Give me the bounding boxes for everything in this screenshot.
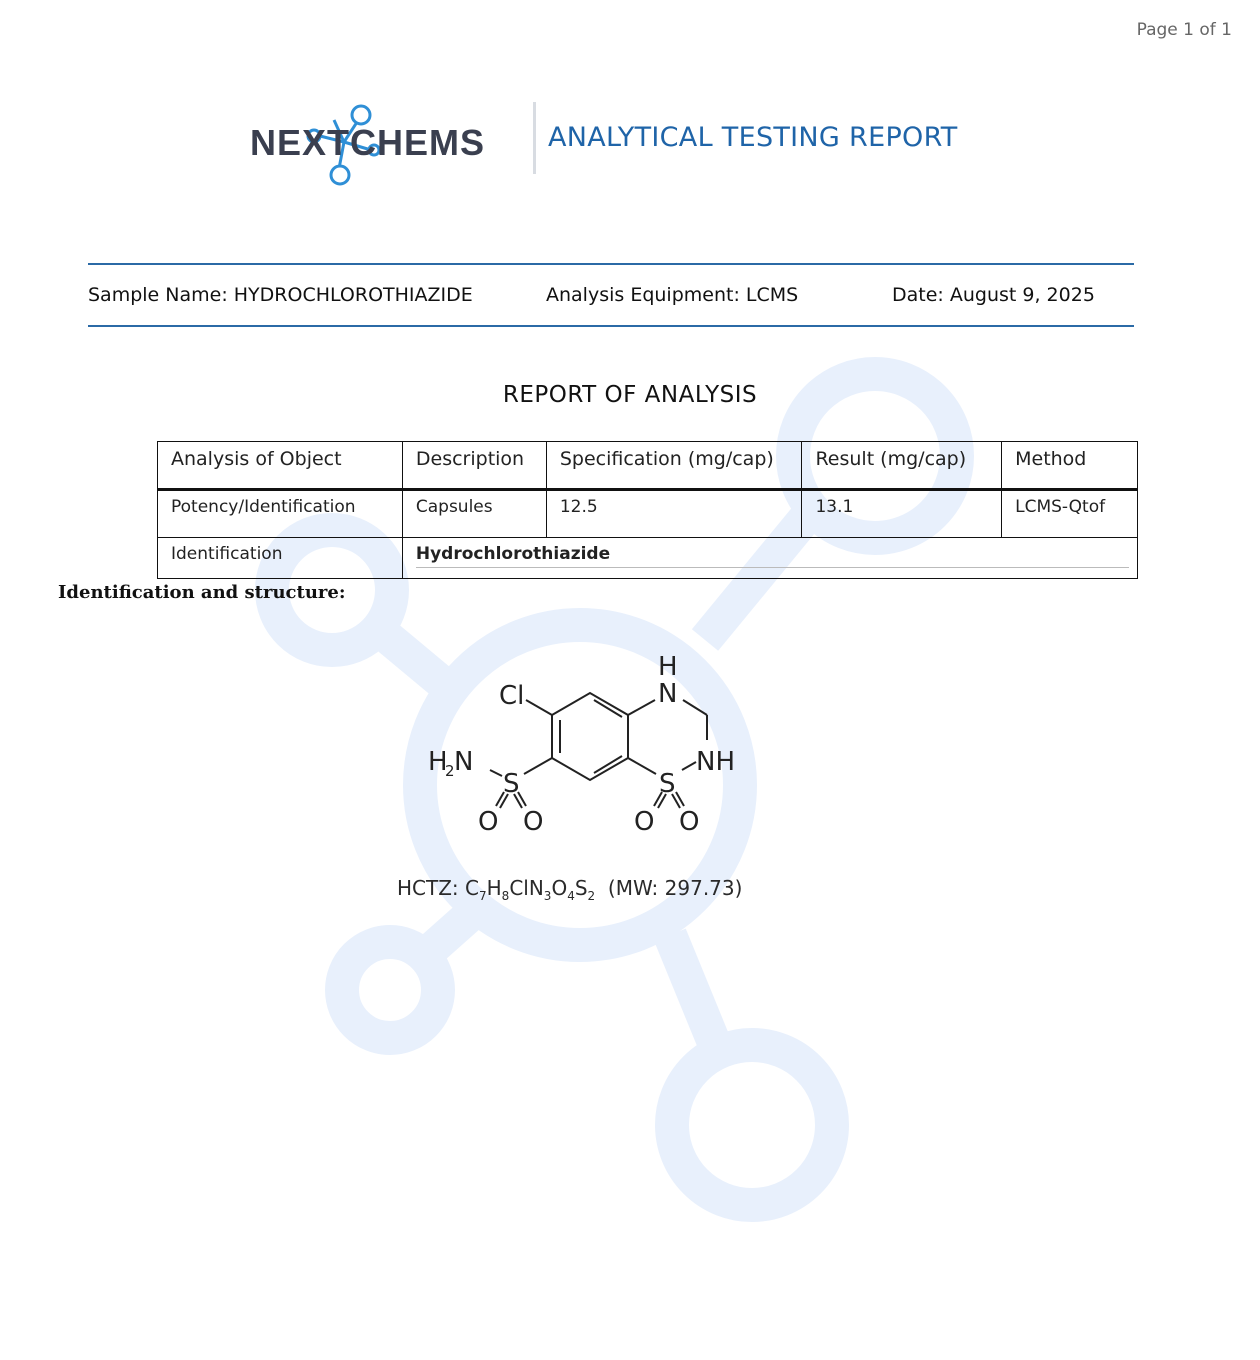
molecular-formula: HCTZ: $C_7H_8ClN_3O_4S_2$ (MW: 297.73): [397, 876, 743, 903]
table-row: [158, 490, 1138, 538]
atom-label: S: [659, 769, 676, 799]
atom-label: O: [679, 807, 700, 837]
table-cell: [402, 538, 1137, 579]
analysis-equipment: Analysis Equipment: LCMS: [546, 284, 799, 306]
structure-heading: Identification and structure:: [58, 582, 346, 603]
atom-label: O: [634, 807, 655, 837]
nextchems-logo: [248, 100, 538, 190]
identification-value: Hydrochlorothiazide: [416, 544, 1129, 568]
table-header: Specification (mg/cap): [546, 442, 802, 490]
atom-label: Cl: [499, 681, 525, 711]
atom-label: N: [454, 747, 474, 777]
atom-label: S: [503, 769, 520, 799]
table-row: [158, 538, 1138, 579]
report-date: Date: August 9, 2025: [892, 284, 1095, 306]
table-header: Description: [402, 442, 546, 490]
atom-label: O: [523, 807, 544, 837]
analysis-table: [157, 441, 1138, 579]
section-title: REPORT OF ANALYSIS: [502, 382, 758, 408]
atom-label: NH: [696, 747, 735, 777]
table-cell: 13.1: [802, 490, 1002, 538]
atom-label: H: [428, 747, 448, 777]
table-cell: Potency/Identification: [158, 490, 403, 538]
table-cell: Capsules: [402, 490, 546, 538]
atom-subscript: 2: [445, 762, 455, 780]
logo-wordmark: NEXTCHEMS: [250, 122, 486, 163]
atom-label: H: [658, 652, 678, 682]
molecular-weight: (MW: 297.73): [607, 876, 743, 900]
page-number: Page 1 of 1: [1136, 20, 1232, 40]
top-rule: [88, 263, 1134, 265]
sample-name: Sample Name: HYDROCHLOROTHIAZIDE: [88, 284, 473, 306]
logo-divider: [533, 102, 536, 174]
atom-label: N: [658, 679, 678, 709]
chemical-structure-diagram: [400, 640, 780, 850]
table-header: Result (mg/cap): [802, 442, 1002, 490]
formula-prefix: HCTZ: C: [397, 876, 479, 900]
report-title: ANALYTICAL TESTING REPORT: [548, 122, 958, 153]
table-header-row: [158, 442, 1138, 490]
table-cell: Identification: [158, 538, 403, 579]
atom-label: O: [478, 807, 499, 837]
table-cell: 12.5: [546, 490, 802, 538]
molecule-logo-icon: [248, 100, 538, 190]
table-cell: LCMS-Qtof: [1002, 490, 1138, 538]
table-header: Method: [1002, 442, 1138, 490]
bottom-rule: [88, 325, 1134, 327]
table-header: Analysis of Object: [158, 442, 403, 490]
